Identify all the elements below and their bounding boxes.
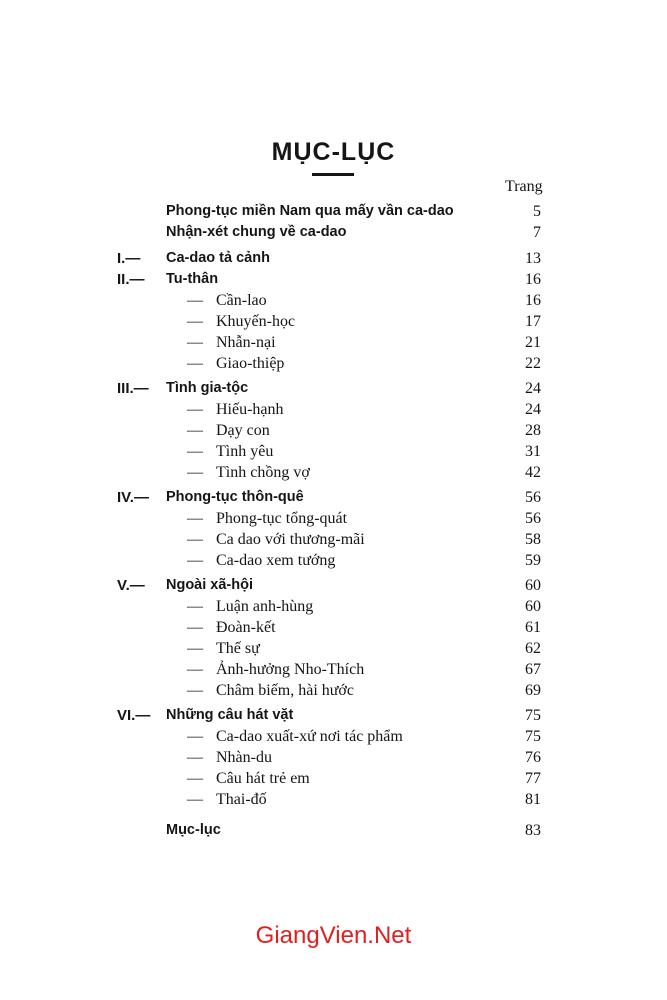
toc-entry-label: Hiếu-hạnh	[216, 401, 284, 418]
toc-entry-numeral: IV.—	[117, 489, 149, 506]
toc-entry-page: 28	[525, 422, 541, 439]
toc-entry-label: Ca-dao xem tướng	[216, 552, 336, 569]
toc-entry-numeral: II.—	[117, 271, 145, 288]
toc-entry-label: Phong-tục thôn-quê	[166, 489, 304, 505]
toc-entry-page: 16	[525, 292, 541, 309]
toc-entry	[0, 380, 667, 401]
toc-entry-label: Tình gia-tộc	[166, 380, 249, 396]
toc-entry-dash: —	[187, 422, 203, 439]
toc-entry	[0, 552, 667, 573]
toc-entry-dash: —	[187, 619, 203, 636]
toc-entry-page: 61	[525, 619, 541, 636]
toc-entry-page: 7	[533, 224, 541, 241]
toc-entry-dash: —	[187, 598, 203, 615]
toc-entry-page: 13	[525, 250, 541, 267]
toc-entry-label: Thai-đố	[216, 791, 267, 808]
toc-entry-page: 75	[525, 707, 541, 724]
toc-entry-page: 56	[525, 510, 541, 527]
toc-entry-label: Luận anh-hùng	[216, 598, 314, 615]
toc-entry-dash: —	[187, 443, 203, 460]
toc-entry-page: 17	[525, 313, 541, 330]
toc-entry	[0, 531, 667, 552]
toc-entry	[0, 577, 667, 598]
toc-entry-dash: —	[187, 531, 203, 548]
toc-entry-label: Ca-dao xuất-xứ nơi tác phẩm	[216, 728, 403, 745]
toc-entry-dash: —	[187, 640, 203, 657]
toc-entry-dash: —	[187, 552, 203, 569]
toc-entry-page: 16	[525, 271, 541, 288]
title-underline	[312, 173, 354, 176]
toc-entry	[0, 271, 667, 292]
toc-entry	[0, 203, 667, 224]
toc-entry-numeral: VI.—	[117, 707, 151, 724]
toc-entry	[0, 770, 667, 791]
toc-entry-page: 69	[525, 682, 541, 699]
toc-entry	[0, 682, 667, 703]
toc-entry	[0, 728, 667, 749]
toc-entry-label: Thế sự	[216, 640, 260, 657]
toc-entry	[0, 464, 667, 485]
toc-entry-page: 77	[525, 770, 541, 787]
toc-entry-label: Tình yêu	[216, 443, 274, 460]
toc-entry-page: 67	[525, 661, 541, 678]
toc-entry-dash: —	[187, 682, 203, 699]
toc-entry	[0, 640, 667, 661]
toc-entry-label: Nhàn-du	[216, 749, 272, 766]
toc-entry-label: Phong-tục tổng-quát	[216, 510, 348, 527]
toc-entry	[0, 822, 667, 843]
toc-entry	[0, 661, 667, 682]
toc-entry-page: 5	[533, 203, 541, 220]
toc-entry	[0, 619, 667, 640]
toc-entry	[0, 401, 667, 422]
toc-entry	[0, 422, 667, 443]
toc-entry-numeral: V.—	[117, 577, 145, 594]
toc-entry-page: 60	[525, 577, 541, 594]
toc-entry-page: 59	[525, 552, 541, 569]
toc-entry-dash: —	[187, 334, 203, 351]
toc-entry-label: Khuyến-học	[216, 313, 296, 330]
toc-entry-page: 58	[525, 531, 541, 548]
toc-entry-page: 56	[525, 489, 541, 506]
toc-entry	[0, 292, 667, 313]
toc-entry	[0, 510, 667, 531]
toc-entry-page: 42	[525, 464, 541, 481]
toc-entry-label: Ảnh-hưởng Nho-Thích	[216, 661, 365, 678]
toc-entry-dash: —	[187, 355, 203, 372]
toc-entry-numeral: I.—	[117, 250, 141, 267]
toc-entry-page: 75	[525, 728, 541, 745]
watermark: GiangVien.Net	[255, 922, 412, 949]
toc-entry	[0, 313, 667, 334]
toc-entry-label: Nhẫn-nại	[216, 334, 276, 351]
toc-entry	[0, 707, 667, 728]
toc-entry-dash: —	[187, 749, 203, 766]
toc-entry	[0, 443, 667, 464]
toc-entry-page: 60	[525, 598, 541, 615]
toc-entry-dash: —	[187, 292, 203, 309]
toc-entry-label: Đoàn-kết	[216, 619, 276, 636]
toc-entry-label: Phong-tục miền Nam qua mấy vần ca-dao	[166, 203, 454, 219]
toc-entry	[0, 598, 667, 619]
toc-entry-numeral: III.—	[117, 380, 149, 397]
toc-entry	[0, 224, 667, 245]
toc-entry-label: Dạy con	[216, 422, 270, 439]
toc-entry-page: 81	[525, 791, 541, 808]
toc-entry-label: Những câu hát vặt	[166, 707, 294, 723]
toc-entry-label: Châm biếm, hài hước	[216, 682, 354, 699]
toc-entry-label: Giao-thiệp	[216, 355, 285, 372]
toc-entry-label: Cần-lao	[216, 292, 267, 309]
table-of-contents	[0, 203, 667, 843]
toc-entry-dash: —	[187, 661, 203, 678]
toc-entry	[0, 749, 667, 770]
toc-entry-label: Tu-thân	[166, 271, 219, 287]
toc-entry-dash: —	[187, 401, 203, 418]
toc-entry-label: Ca dao với thương-mãi	[216, 531, 365, 548]
toc-entry	[0, 334, 667, 355]
toc-entry-page: 24	[525, 401, 541, 418]
toc-entry-label: Nhận-xét chung về ca-dao	[166, 224, 347, 240]
toc-entry-label: Câu hát trẻ em	[216, 770, 310, 787]
toc-entry-dash: —	[187, 728, 203, 745]
toc-entry	[0, 355, 667, 376]
toc-entry-dash: —	[187, 313, 203, 330]
toc-entry-label: Mục-lục	[166, 822, 221, 838]
page-title: MỤC-LỤC	[271, 138, 396, 166]
toc-entry-page: 31	[525, 443, 541, 460]
toc-entry-dash: —	[187, 770, 203, 787]
toc-entry	[0, 489, 667, 510]
toc-entry-page: 21	[525, 334, 541, 351]
toc-entry-page: 24	[525, 380, 541, 397]
toc-entry-dash: —	[187, 464, 203, 481]
toc-entry-dash: —	[187, 791, 203, 808]
toc-entry-page: 76	[525, 749, 541, 766]
toc-entry-label: Tình chồng vợ	[216, 464, 310, 481]
toc-entry-page: 22	[525, 355, 541, 372]
toc-entry-label: Ngoài xã-hội	[166, 577, 254, 593]
toc-entry-label: Ca-dao tả cảnh	[166, 250, 270, 266]
toc-entry-page: 83	[525, 822, 541, 839]
toc-entry-dash: —	[187, 510, 203, 527]
toc-entry	[0, 791, 667, 812]
toc-entry-page: 62	[525, 640, 541, 657]
toc-entry	[0, 250, 667, 271]
page-column-header: Trang	[505, 178, 543, 195]
